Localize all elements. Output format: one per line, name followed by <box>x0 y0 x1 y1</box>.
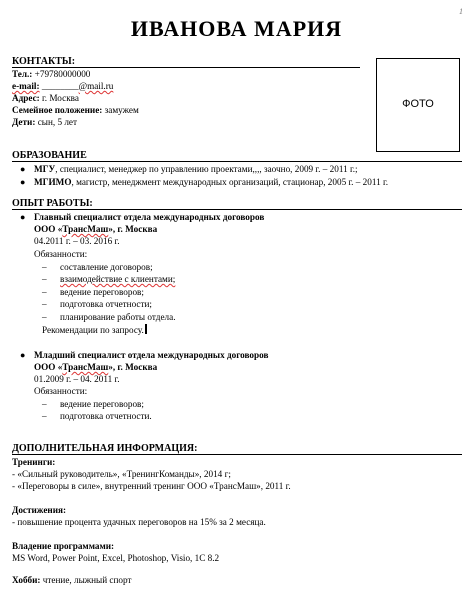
additional-heading: ДОПОЛНИТЕЛЬНАЯ ИНФОРМАЦИЯ: <box>12 443 198 454</box>
education-details: , специалист, менеджер по управлению проектами,,,, заочно, 2009 г. – 2011 г.; <box>55 164 358 174</box>
dash-icon: – <box>42 274 47 284</box>
marital-value: замужем <box>104 105 139 115</box>
training-item: - «Сильный руководитель», «ТренингКоманды», 2014 г; <box>12 469 231 479</box>
contacts-rule <box>12 67 360 68</box>
job-period: 04.2011 г. – 03. 2016 г. <box>34 236 120 246</box>
achievements-label: Достижения: <box>12 505 67 515</box>
job-duty: подготовка отчетности; <box>60 299 152 309</box>
job-company: ООО «ТрансМаш», г. Москва <box>34 362 158 372</box>
education-org: МГИМО <box>34 177 72 187</box>
photo-placeholder <box>376 58 460 152</box>
education-heading: ОБРАЗОВАНИЕ <box>12 150 87 161</box>
job-duty: подготовка отчетности. <box>60 411 152 421</box>
children-label: Дети: <box>12 117 36 127</box>
dash-icon: – <box>42 262 47 272</box>
dash-icon: – <box>42 399 47 409</box>
job-position: Главный специалист отдела международных договоров <box>34 212 265 222</box>
photo-label: ФОТО <box>402 98 434 111</box>
job-company: ООО «ТрансМаш», г. Москва <box>34 224 158 234</box>
training-item: - «Переговоры в силе», внутренний тренинг ООО «ТрансМаш», 2011 г. <box>12 481 291 491</box>
page-number: 1 <box>459 7 463 16</box>
bullet-icon: ● <box>20 177 26 187</box>
address-label: Адрес: <box>12 93 40 103</box>
job-duties-label: Обязанности: <box>34 386 88 396</box>
resume-name: ИВАНОВА МАРИЯ <box>130 16 343 41</box>
email-domain: @mail.ru <box>78 81 114 91</box>
job-position: Младший специалист отдела международных договоров <box>34 350 269 360</box>
experience-rule <box>12 209 462 210</box>
dash-icon: – <box>42 411 47 421</box>
job-duties-label: Обязанности: <box>34 249 88 259</box>
experience-heading: ОПЫТ РАБОТЫ: <box>12 198 93 209</box>
trainings-label: Тренинги: <box>12 457 56 467</box>
job-duty: планирование работы отдела. <box>60 312 176 322</box>
phone-value: +79780000000 <box>34 69 91 79</box>
achievement-item: - повышение процента удачных переговоров на 15% за 2 месяца. <box>12 517 266 527</box>
software-label: Владение программами: <box>12 541 115 551</box>
job-duty: составление договоров; <box>60 262 153 272</box>
job-duty: взаимодействие с клиентами; <box>60 274 176 284</box>
marital-label: Семейное положение: <box>12 105 103 115</box>
education-rule <box>12 161 462 162</box>
contacts-heading: КОНТАКТЫ: <box>12 56 76 67</box>
bullet-icon: ● <box>20 212 26 222</box>
email-label: e-mail: <box>12 81 40 91</box>
education-item <box>34 164 358 176</box>
text-cursor <box>145 324 147 334</box>
dash-icon: – <box>42 299 47 309</box>
children-line <box>12 117 77 129</box>
job-duty: ведение переговоров; <box>60 399 144 409</box>
job-duty: ведение переговоров; <box>60 287 144 297</box>
hobby-line <box>12 575 132 587</box>
address-line <box>12 93 79 105</box>
email-line <box>12 81 113 93</box>
hobby-value: чтение, лыжный спорт <box>42 575 132 585</box>
phone-label: Тел.: <box>12 69 33 79</box>
dash-icon: – <box>42 312 47 322</box>
education-org: МГУ <box>34 164 56 174</box>
marital-line <box>12 105 139 117</box>
bullet-icon: ● <box>20 164 26 174</box>
education-item <box>34 177 388 189</box>
education-details: , магистр, менеджмент международных организаций, стационар, 2005 г. – 2011 г. <box>71 177 389 187</box>
hobby-label: Хобби: <box>12 575 41 585</box>
software-list: MS Word, Power Point, Excel, Photoshop, Visio, 1С 8.2 <box>12 553 220 563</box>
additional-rule <box>12 454 462 455</box>
address-value: г. Москва <box>42 93 79 103</box>
phone-line <box>12 69 90 81</box>
job-recommendations: Рекомендации по запросу. <box>42 324 147 337</box>
dash-icon: – <box>42 287 47 297</box>
bullet-icon: ● <box>20 350 26 360</box>
email-blank: ________ <box>41 81 79 91</box>
job-period: 01.2009 г. – 04. 2011 г. <box>34 374 120 384</box>
children-value: сын, 5 лет <box>37 117 78 127</box>
